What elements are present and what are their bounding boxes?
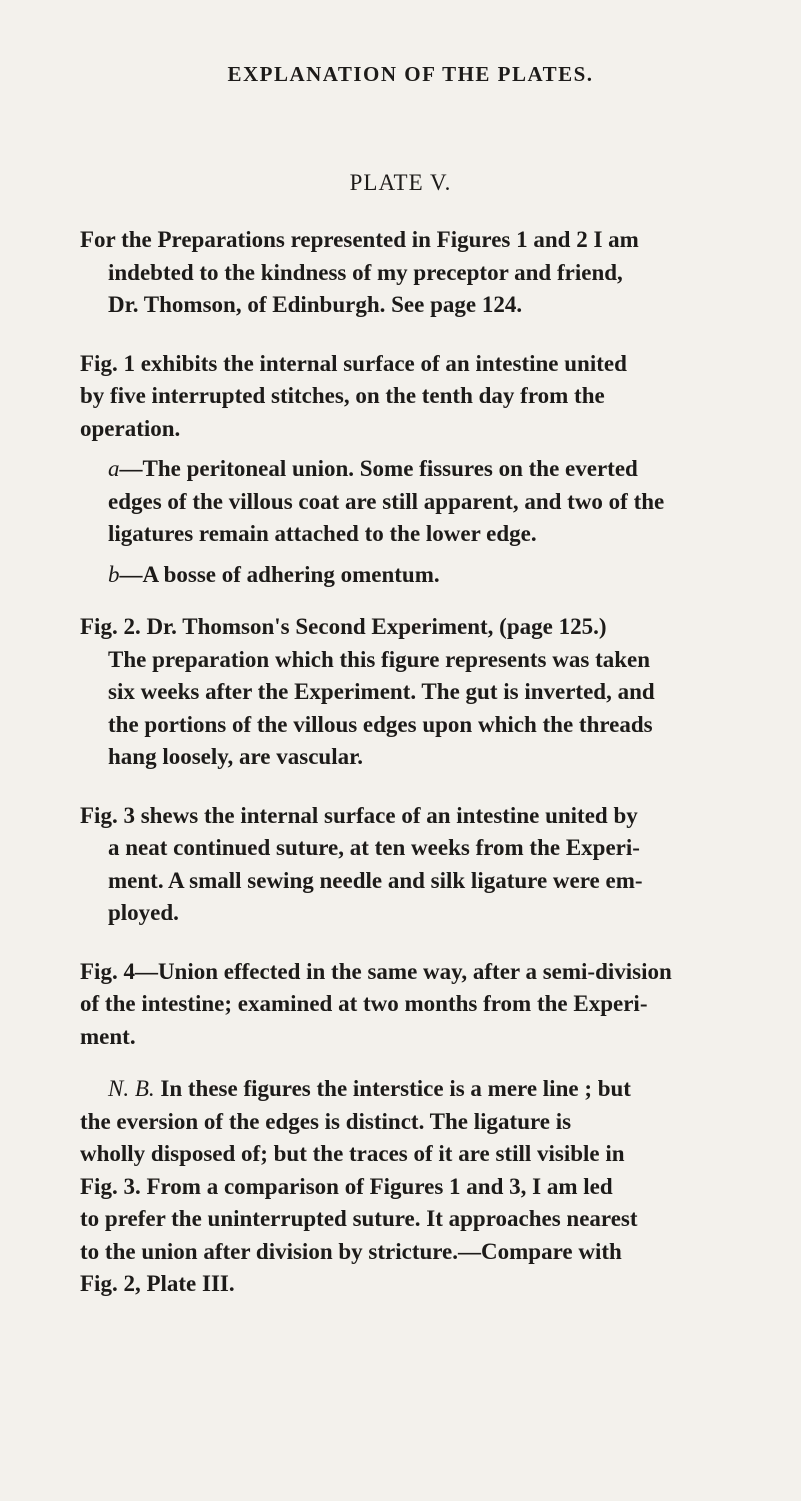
- plate-title: PLATE V.: [349, 170, 452, 195]
- fig3-line-3: ment. A small sewing needle and silk ligature were em-: [108, 867, 643, 893]
- nb-label: N. B.: [108, 1076, 155, 1101]
- intro-line-2: indebted to the kindness of my preceptor and friend,: [108, 259, 623, 285]
- intro-paragraph: [80, 224, 740, 322]
- nb-line-2: the eversion of the edges is distinct. The ligature is: [80, 1108, 572, 1134]
- fig2-paragraph: [80, 611, 740, 774]
- running-head: EXPLANATION OF THE PLATES.: [227, 62, 594, 86]
- fig1-a-line-1: [108, 453, 740, 486]
- plate-explanation: [80, 224, 740, 1301]
- fig1-a-line-3: ligatures remain attached to the lower edge.: [108, 521, 537, 546]
- nb-line-6: to the union after division by stricture.—Compare with: [80, 1238, 622, 1264]
- fig1-b-line: [108, 559, 740, 592]
- fig1-line-1: Fig. 1 exhibits the internal surface of an intestine united: [80, 350, 627, 376]
- fig4-line-1: Fig. 4—Union effected in the same way, after a semi-division: [80, 958, 672, 984]
- fig2-line-2: six weeks after the Experiment. The gut is inverted, and: [108, 679, 655, 704]
- fig2-line-1: The preparation which this figure represents was taken: [108, 646, 651, 672]
- fig1-line-2: by five interrupted stitches, on the tenth day from the: [80, 383, 605, 408]
- nb-line-5: to prefer the uninterrupted suture. It approaches nearest: [80, 1206, 638, 1231]
- fig3-line-2: a neat continued suture, at ten weeks from the Experi-: [108, 835, 640, 860]
- fig1-a-line-2: edges of the villous coat are still apparent, and two of the: [108, 488, 665, 514]
- nb-text-1: In these figures the interstice is a mere line ; but: [154, 1076, 631, 1101]
- fig1-a-label: a: [108, 456, 120, 481]
- fig2-line-4: hang loosely, are vascular.: [108, 744, 363, 769]
- fig1-paragraph: [80, 348, 740, 446]
- nb-line-4: Fig. 3. From a comparison of Figures 1 and 3, I am led: [80, 1173, 613, 1199]
- nb-line-3: wholly disposed of; but the traces of it are still visible in: [80, 1141, 625, 1166]
- fig4-paragraph: [80, 956, 740, 1054]
- intro-line-1: For the Preparations represented in Figures 1 and 2 I am: [80, 227, 639, 252]
- fig3-line-4: ployed.: [108, 900, 179, 925]
- fig4-line-3: ment.: [80, 1023, 136, 1049]
- nb-line-1: [80, 1073, 740, 1106]
- fig1-a-text-1: —The peritoneal union. Some fissures on the everted: [119, 456, 638, 481]
- fig3-line-1: Fig. 3 shews the internal surface of an intestine united by: [80, 802, 638, 828]
- fig2-line-3: the portions of the villous edges upon which the threads: [108, 711, 653, 737]
- fig1-b-paragraph: [80, 559, 740, 592]
- fig1-a-paragraph: [80, 453, 740, 551]
- nb-line-7: Fig. 2, Plate III.: [80, 1271, 235, 1296]
- fig1-line-3: operation.: [80, 415, 181, 441]
- fig4-line-2: of the intestine; examined at two months from the Experi-: [80, 991, 648, 1016]
- intro-line-3: Dr. Thomson, of Edinburgh. See page 124.: [108, 292, 523, 317]
- fig1-b-text: —A bosse of adhering omentum.: [119, 561, 440, 587]
- fig1-b-label: b: [108, 561, 120, 587]
- fig3-paragraph: [80, 800, 740, 930]
- nb-paragraph: [80, 1073, 740, 1301]
- fig2-heading: Fig. 2. Dr. Thomson's Second Experiment, (page 125.): [80, 614, 607, 639]
